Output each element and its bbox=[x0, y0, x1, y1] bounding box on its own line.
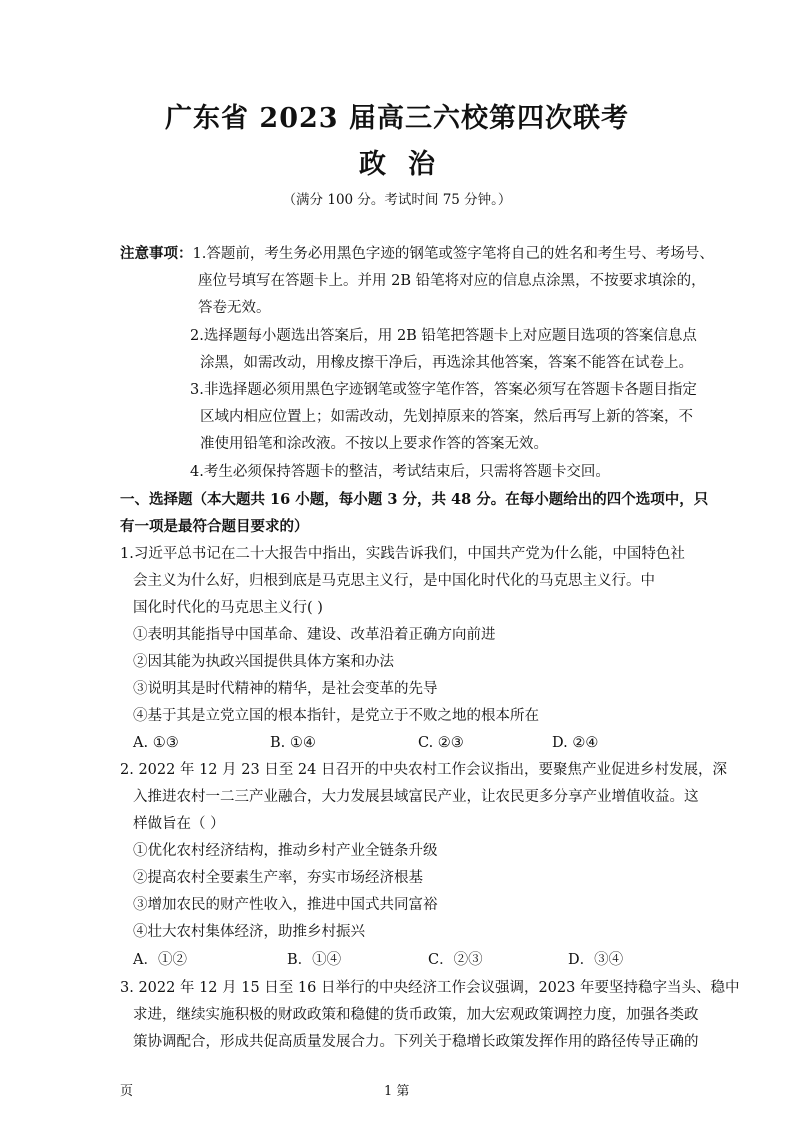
q2-option-c: C．②③ bbox=[428, 952, 483, 968]
q1-option-c: C. ②③ bbox=[418, 735, 464, 751]
exam-meta: （满分 100 分。考试时间 75 分钟。） bbox=[282, 192, 512, 208]
notice-line-8: 准使用铅笔和涂改液。不按以上要求作答的答案无效。 bbox=[200, 436, 548, 452]
section-heading-line-2: 有一项是最符合题目要求的） bbox=[120, 518, 309, 535]
q1-item-4: ④基于其是立党立国的根本指针，是党立于不败之地的根本所在 bbox=[133, 708, 539, 724]
q2-stem-line-2: 入推进农村一二三产业融合，大力发展县域富民产业，让农民更多分享产业增值收益。这 bbox=[133, 789, 699, 805]
q2-stem-line-3: 样做旨在（ ） bbox=[133, 816, 225, 832]
notice-line-5: 涂黑，如需改动，用橡皮擦干净后，再选涂其他答案，答案不能答在试卷上。 bbox=[200, 355, 693, 371]
q2-item-2: ②提高农村全要素生产率，夯实市场经济根基 bbox=[133, 870, 423, 886]
q1-item-3: ③说明其是时代精神的精华，是社会变革的先导 bbox=[133, 681, 438, 697]
q3-stem-line-2: 求进，继续实施积极的财政政策和稳健的货币政策，加大宏观政策调控力度，加强各类政 bbox=[133, 1007, 699, 1023]
notice-line-3: 答卷无效。 bbox=[198, 300, 271, 316]
q3-stem-line-1: 3. 2022 年 12 月 15 日至 16 日举行的中央经济工作会议强调，2023 年要坚持稳字当头、稳中 bbox=[120, 980, 740, 996]
notice-line-2: 座位号填写在答题卡上。并用 2B 铅笔将对应的信息点涂黑，不按要求填涂的， bbox=[198, 273, 706, 289]
footer-page-label: 页 bbox=[120, 1084, 134, 1099]
q1-stem-line-1: 1.习近平总书记在二十大报告中指出，实践告诉我们，中国共产党为什么能，中国特色社 bbox=[120, 546, 685, 562]
notice-line-6: 3.非选择题必须用黑色字迹钢笔或签字笔作答，答案必须写在答题卡各题目指定 bbox=[190, 382, 697, 398]
q2-option-d: D．③④ bbox=[568, 952, 624, 968]
q1-stem-line-2: 会主义为什么好，归根到底是马克思主义行，是中国化时代化的马克思主义行。中 bbox=[133, 573, 655, 589]
section-heading-line-1: 一、选择题（本大题共 16 小题，每小题 3 分，共 48 分。在每小题给出的四个选项中，只 bbox=[120, 491, 709, 508]
footer-page-number: 1 第 bbox=[384, 1084, 410, 1099]
q1-stem-line-3: 国化时代化的马克思主义行( ) bbox=[133, 600, 323, 616]
notice-text: 1.答题前，考生务必用黑色字迹的钢笔或签字笔将自己的姓名和考生号、考场号、 bbox=[192, 246, 714, 262]
q2-option-a: A．①② bbox=[133, 952, 187, 968]
q2-stem-line-1: 2. 2022 年 12 月 23 日至 24 日召开的中央农村工作会议指出，要聚焦产业促进乡村发展，深 bbox=[120, 762, 727, 778]
subject-title: 政治 bbox=[359, 149, 457, 180]
q2-item-3: ③增加农民的财产性收入，推进中国式共同富裕 bbox=[133, 897, 438, 913]
q2-item-4: ④壮大农村集体经济，助推乡村振兴 bbox=[133, 924, 365, 940]
q2-option-b: B．①④ bbox=[287, 952, 342, 968]
q2-item-1: ①优化农村经济结构，推动乡村产业全链条升级 bbox=[133, 843, 438, 859]
notice-line-7: 区域内相应位置上；如需改动，先划掉原来的答案，然后再写上新的答案，不 bbox=[200, 409, 693, 425]
q3-stem-line-3: 策协调配合，形成共促高质量发展合力。下列关于稳增长政策发挥作用的路径传导正确的 bbox=[133, 1034, 699, 1050]
exam-title: 广东省 2023 届高三六校第四次联考 bbox=[165, 103, 629, 134]
q1-option-b: B. ①④ bbox=[270, 735, 316, 751]
notice-line-4: 2.选择题每小题选出答案后，用 2B 铅笔把答题卡上对应题目选项的答案信息点 bbox=[190, 328, 697, 344]
notice-line-9: 4.考生必须保持答题卡的整洁，考试结束后，只需将答题卡交回。 bbox=[190, 464, 610, 480]
q1-item-2: ②因其能为执政兴国提供具体方案和办法 bbox=[133, 654, 394, 670]
q1-option-d: D. ②④ bbox=[552, 735, 599, 751]
notice-label: 注意事项： bbox=[120, 245, 193, 262]
notice-line-1 bbox=[120, 244, 714, 264]
q1-item-1: ①表明其能指导中国革命、建设、改革沿着正确方向前进 bbox=[133, 627, 496, 643]
q1-option-a: A. ①③ bbox=[133, 735, 179, 751]
